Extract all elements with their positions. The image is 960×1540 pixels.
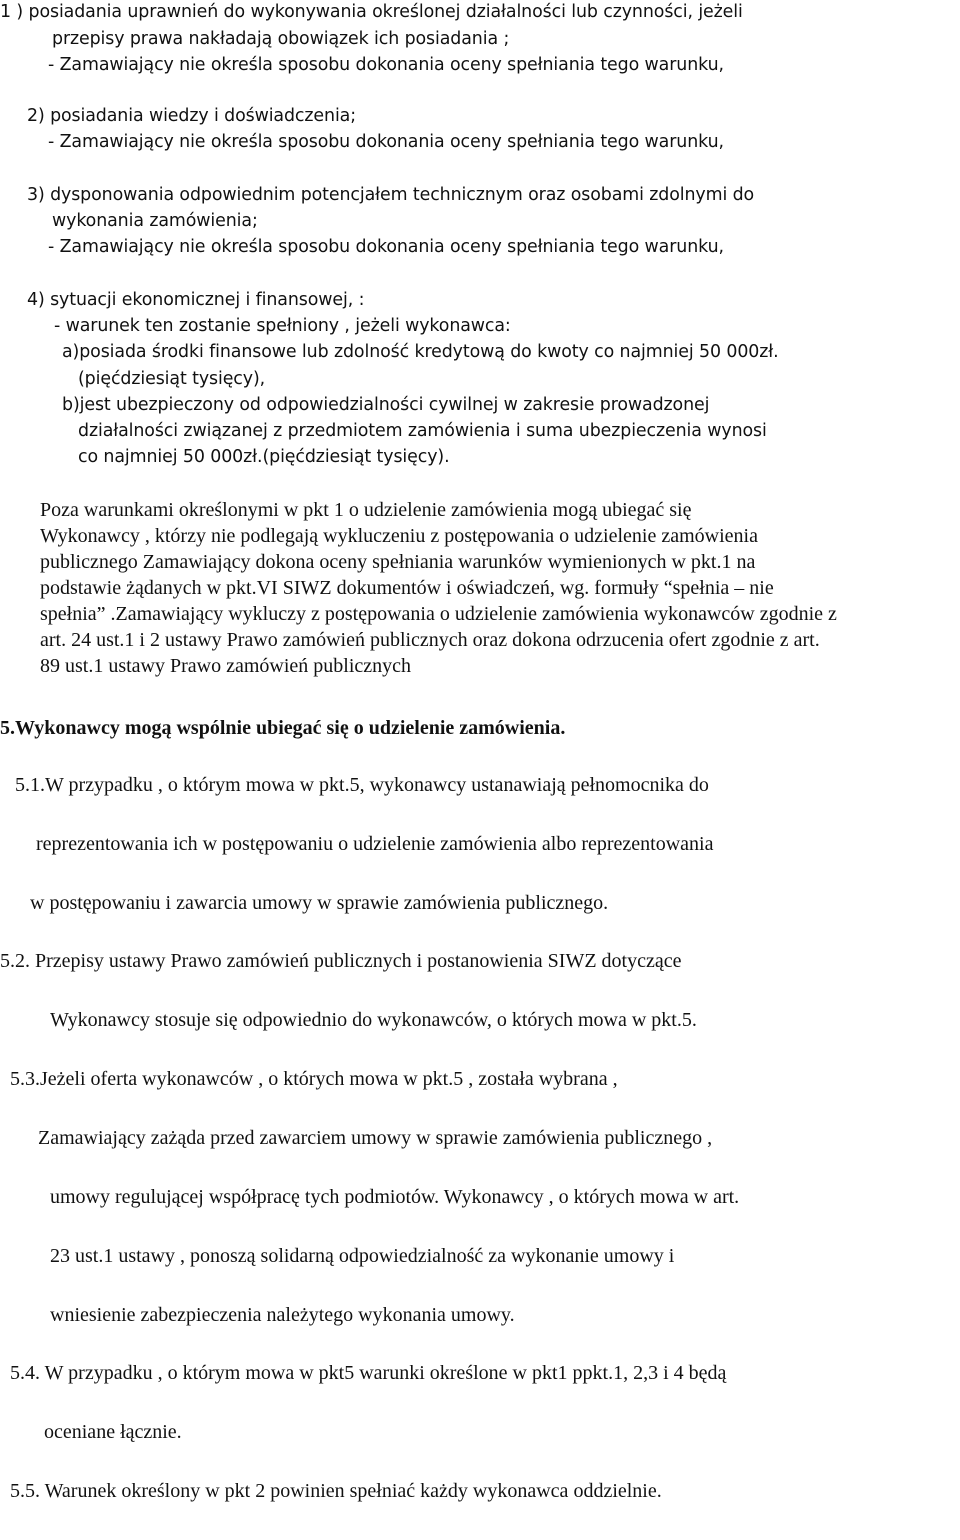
condition-4-line-4: (pięćdziesiąt tysięcy), [78, 369, 266, 389]
condition-3-line-1: 3) dysponowania odpowiednim potencjałem technicznym oraz osobami zdolnymi do [27, 185, 755, 205]
poza-paragraph-line-3: publicznego Zamawiający dokona oceny spełniania warunków wymienionych w pkt.1 na [40, 551, 756, 573]
section-5-3-line-4: 23 ust.1 ustawy , ponoszą solidarną odpowiedzialność za wykonanie umowy i [50, 1245, 675, 1267]
condition-4-line-7: co najmniej 50 000zł.(pięćdziesiąt tysięcy). [78, 447, 450, 467]
condition-4-line-2: - warunek ten zostanie spełniony , jeżeli wykonawca: [54, 316, 511, 336]
section-5-1-line-2: reprezentowania ich w postępowaniu o udzielenie zamówienia albo reprezentowania [36, 833, 714, 855]
condition-1-line-1: 1 ) posiadania uprawnień do wykonywania określonej działalności lub czynności, jeżeli [0, 2, 743, 22]
section-5-3-line-3: umowy regulującej współpracę tych podmiotów. Wykonawcy , o których mowa w art. [50, 1186, 740, 1208]
section-5-1-line-3: w postępowaniu i zawarcia umowy w sprawie zamówienia publicznego. [30, 892, 609, 914]
section-5-4-line-2: oceniane łącznie. [44, 1421, 182, 1443]
poza-paragraph-line-5: spełnia” .Zamawiający wykluczy z postępowania o udzielenie zamówienia wykonawców zgodnie z [40, 603, 837, 625]
condition-4-line-6: działalności związanej z przedmiotem zamówienia i suma ubezpieczenia wynosi [78, 421, 767, 441]
condition-3-line-3: - Zamawiający nie określa sposobu dokonania oceny spełniania tego warunku, [48, 237, 724, 257]
condition-1-line-3: - Zamawiający nie określa sposobu dokonania oceny spełniania tego warunku, [48, 55, 724, 75]
poza-paragraph-line-1: Poza warunkami określonymi w pkt 1 o udzielenie zamówienia mogą ubiegać się [40, 499, 692, 521]
section-5-3-line-5: wniesienie zabezpieczenia należytego wykonania umowy. [50, 1304, 515, 1326]
poza-paragraph-line-7: 89 ust.1 ustawy Prawo zamówień publicznych [40, 655, 412, 677]
condition-2-line-2: - Zamawiający nie określa sposobu dokonania oceny spełniania tego warunku, [48, 132, 724, 152]
poza-paragraph-line-4: podstawie żądanych w pkt.VI SIWZ dokumentów i oświadczeń, wg. formuły “spełnia – nie [40, 577, 774, 599]
condition-4-line-3: a)posiada środki finansowe lub zdolność kredytową do kwoty co najmniej 50 000zł. [62, 342, 779, 362]
section-5-2-line-2: Wykonawcy stosuje się odpowiednio do wykonawców, o których mowa w pkt.5. [50, 1009, 697, 1031]
section-5-3-line-1: 5.3.Jeżeli oferta wykonawców , o których mowa w pkt.5 , została wybrana , [10, 1068, 618, 1090]
condition-2-line-1: 2) posiadania wiedzy i doświadczenia; [27, 106, 356, 126]
condition-4-line-5: b)jest ubezpieczony od odpowiedzialności cywilnej w zakresie prowadzonej [62, 395, 710, 415]
section-5-heading: 5.Wykonawcy mogą wspólnie ubiegać się o udzielenie zamówienia. [0, 717, 566, 739]
condition-4-line-1: 4) sytuacji ekonomicznej i finansowej, : [27, 290, 365, 310]
section-5-1-line-1: 5.1.W przypadku , o którym mowa w pkt.5, wykonawcy ustanawiają pełnomocnika do [15, 774, 709, 796]
poza-paragraph-line-2: Wykonawcy , którzy nie podlegają wykluczeniu z postępowania o udzielenie zamówienia [40, 525, 758, 547]
section-5-4-line-1: 5.4. W przypadku , o którym mowa w pkt5 warunki określone w pkt1 ppkt.1, 2,3 i 4 będą [10, 1362, 727, 1384]
condition-1-line-2: przepisy prawa nakładają obowiązek ich posiadania ; [52, 29, 510, 49]
section-5-2-line-1: 5.2. Przepisy ustawy Prawo zamówień publicznych i postanowienia SIWZ dotyczące [0, 950, 682, 972]
condition-3-line-2: wykonania zamówienia; [52, 211, 258, 231]
section-5-5-line-1: 5.5. Warunek określony w pkt 2 powinien spełniać każdy wykonawca oddzielnie. [10, 1480, 662, 1502]
section-5-3-line-2: Zamawiający zażąda przed zawarciem umowy w sprawie zamówienia publicznego , [38, 1127, 713, 1149]
poza-paragraph-line-6: art. 24 ust.1 i 2 ustawy Prawo zamówień publicznych oraz dokona odrzucenia ofert zgodnie z art. [40, 629, 820, 651]
